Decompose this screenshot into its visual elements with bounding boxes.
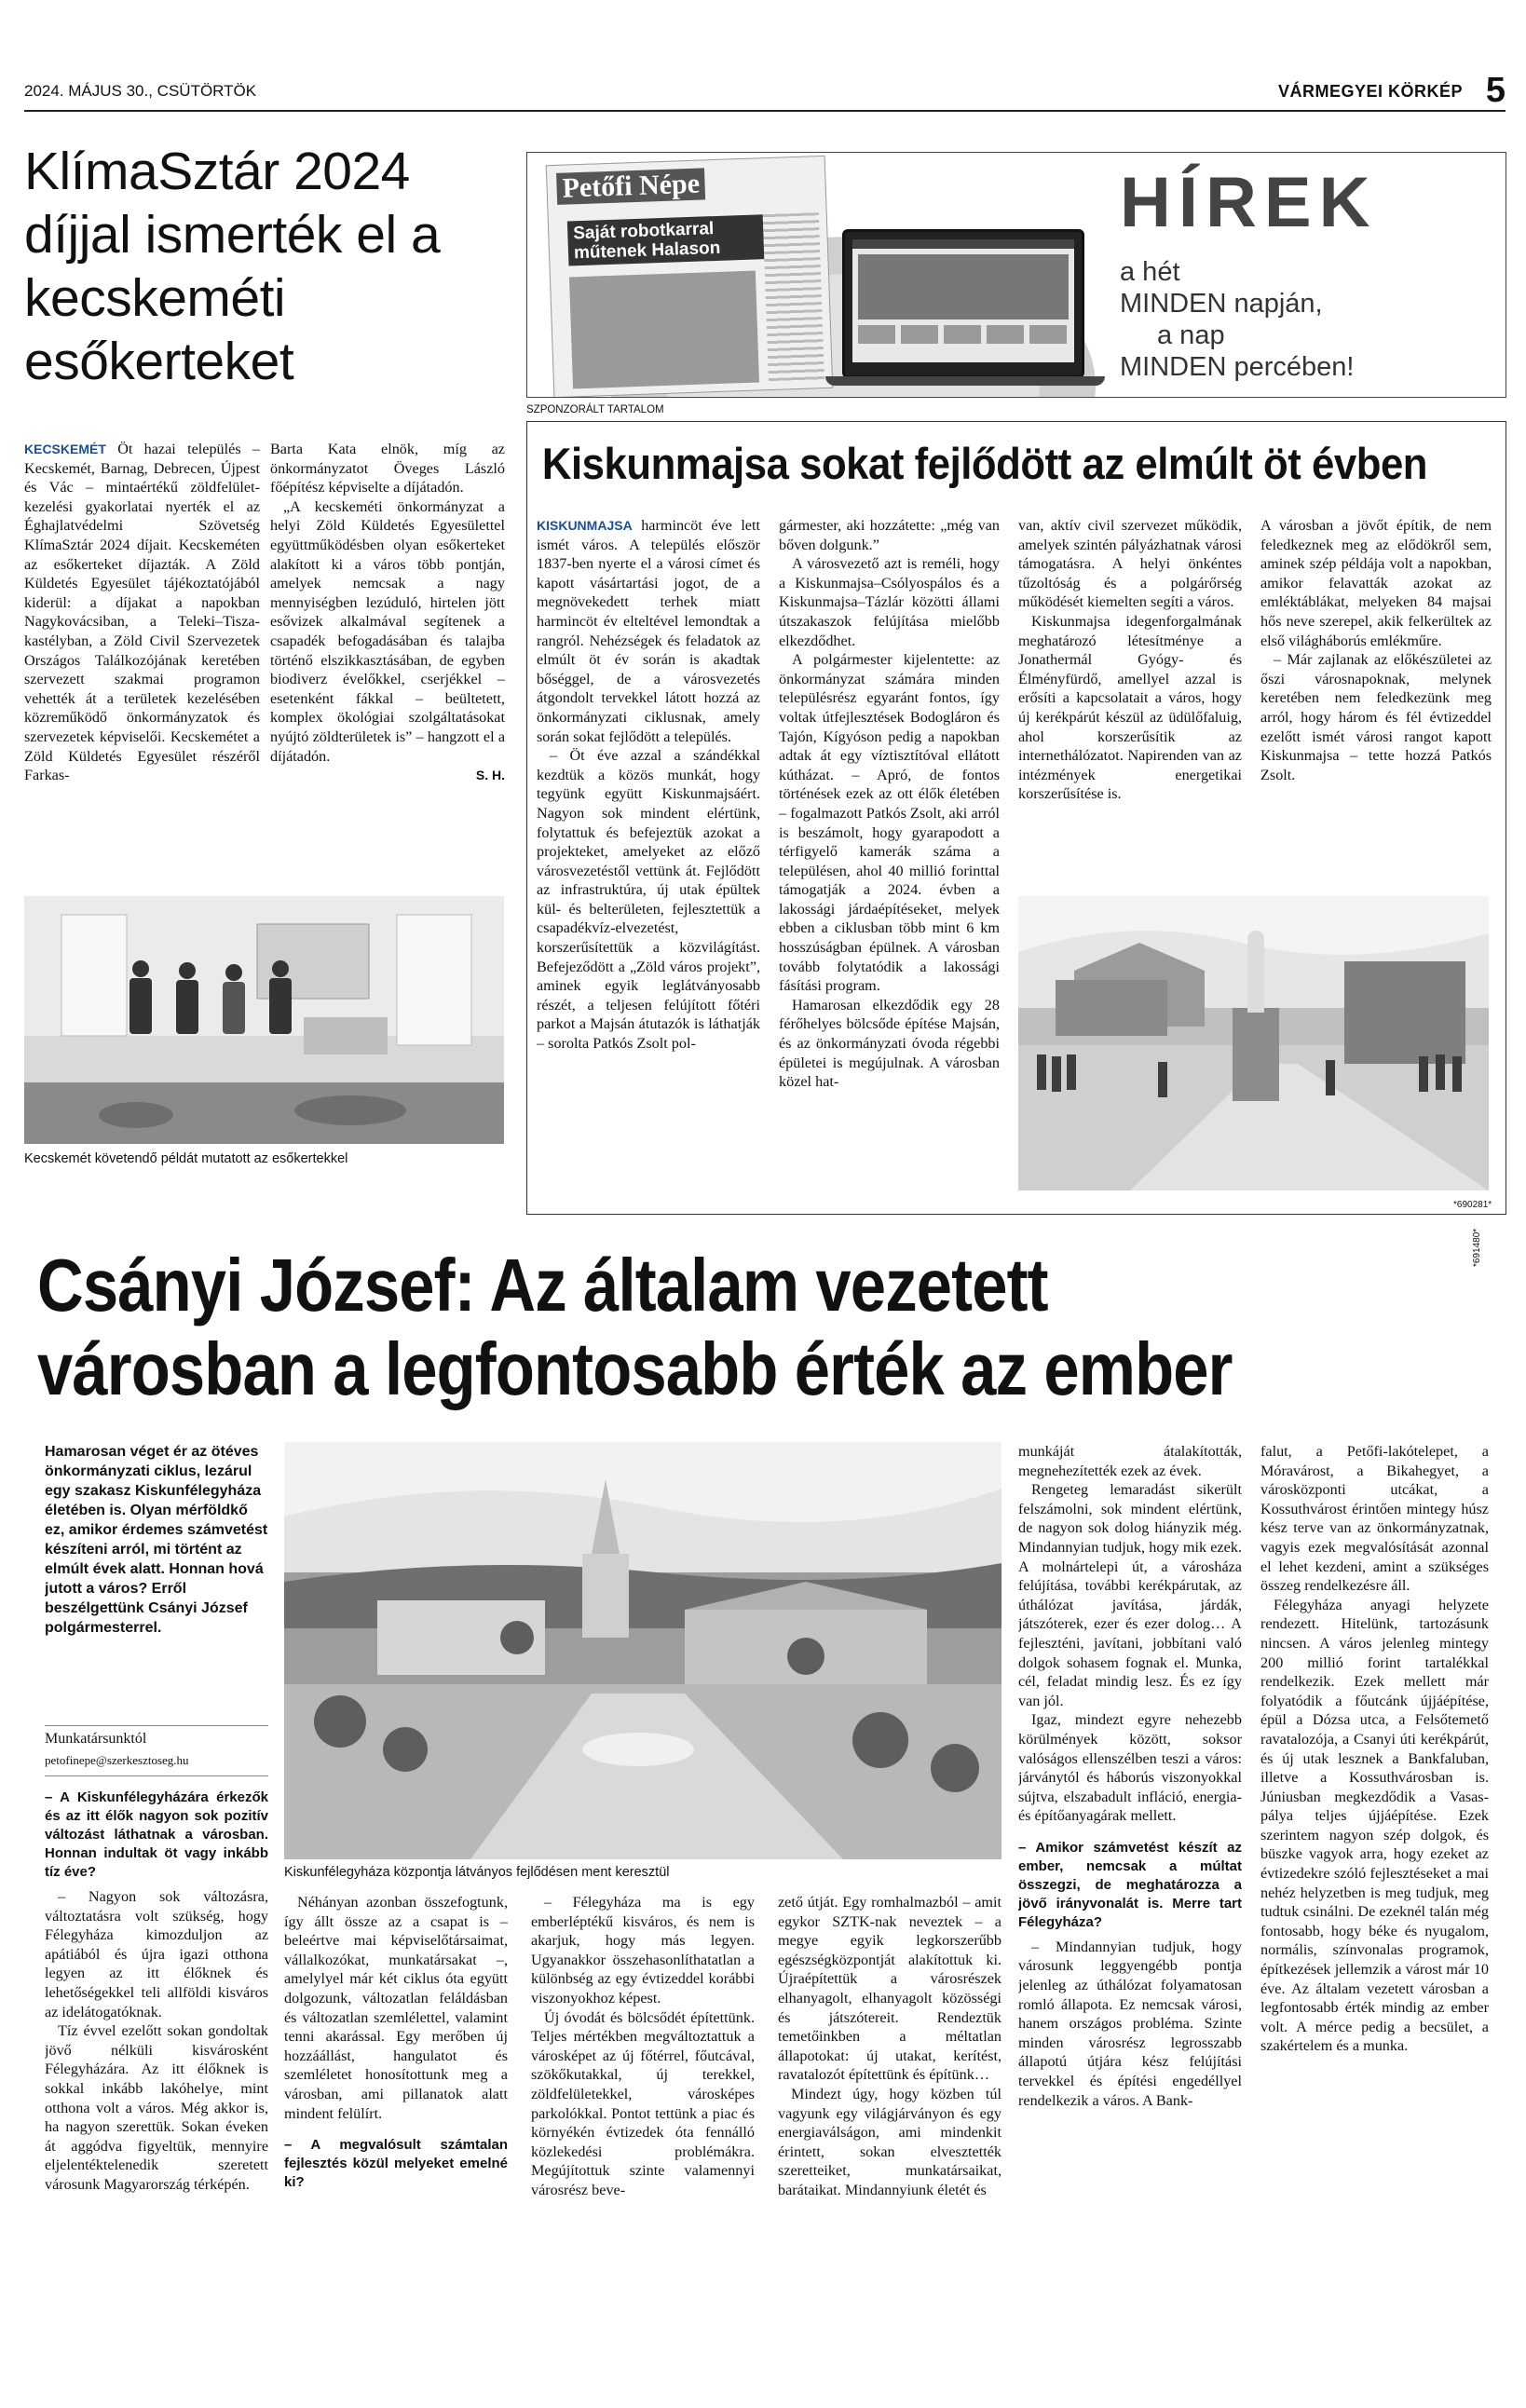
article1-photo-caption: Kecskemét követendő példát mutatott az esőkertekkel (24, 1151, 348, 1166)
ad-line2: MINDEN napján, (1120, 289, 1323, 319)
article3-c3-p1: – Félegyháza ma is egy emberléptékű kisváros, és nem is akarjuk, hogy más legyen. Ugyanakkor összehasonlíthatatlan a különbség az egy évtizeddel korábbi viszonyokhoz képest. (531, 1894, 755, 2007)
article3-photo-caption: Kiskunfélegyháza központja látványos fejlődésen ment keresztül (284, 1865, 670, 1880)
article2-col1 (537, 516, 760, 1205)
article3-author: Munkatársunktól (45, 1731, 147, 1747)
article3-col4 (778, 1893, 1001, 2340)
header-section: VÁRMEGYEI KÖRKÉP (1277, 82, 1463, 101)
article2-col2-p3: A polgármester kijelentette: az önkormányzat számára minden településrész egyaránt fontos, így voltak útfejlesztések Bodogláron és Tajón, Kígyóson pedig a napokban adtak át egy víztisztítóval ellátott kútházat. – Apró, de fontos történések ezek az ott élők életében – fogalmazott Patkós Zsolt, aki arról is beszámolt, hogy gyarapodott a térfigyelő kamerák száma a településen, ahol 40 millió forinttal támogatják a 2024. évben a lakossági járdaépítéseket, melyek ebben a ciklusban több mint 6 km hosszúságban épülnek. A városban tovább folytatódik a lakossági fásítási program. (779, 651, 1000, 995)
article3-c6-p1: falut, a Petőfi-lakótelepet, a Móravárost, a Bikahegyet, a városközponti utcákat, a Kossuthvárost érintően mintegy húsz kész terve van az önkormányzatnak, vagyis ezek megvalósítását azonnal el lehet kezdeni, amint a szükséges összeg rendelkezésre áll. (1260, 1443, 1489, 1595)
article3-email: petofinepe@szerkesztoseg.hu (45, 1753, 189, 1767)
article3-q2: – A megvalósult számtalan fejlesztés közül melyeket emelné ki? (284, 2137, 508, 2191)
newspaper-mockup (546, 156, 834, 398)
article3-c4-p2: Mindezt úgy, hogy közben túl vagyunk egy világjárványon és egy energiaválságon, ami mindenkit érintett, sokan elvesztették szeretteiket, munkatársaikat, barátaikat. Mindannyiunk életét és (778, 2085, 1001, 2198)
ad-line3: a nap (1157, 320, 1225, 350)
article3-c3-p2: Új óvodát és bölcsődét építettünk. Teljes mértékben megváltoztattuk a városképet az új főtérrel, főutcával, szökőkutakkal, új terekkel, zöldfelületekkel, városképes parkolókkal. Pontot tettünk a piac és környékén évtizedek óta fennálló közlekedési problémákra. Megújítottuk szinte valamennyi városrész beve- (531, 2008, 755, 2198)
article1-col2 (270, 440, 505, 868)
article3-c4-p1: zető útját. Egy romhalmazból – amit egykor SZTK-nak neveztek – a megye egyik legkorszerűbb egészségközpontját alakítottuk ki. Újraépítettük a városrészek elhanyagolt, elhanyagolt közösségi és játszótereit. Rendeztük temetőinkben a méltatlan állapotokat: új utakat, kerítést, ravatalozót építettünk és építünk… (778, 1894, 1001, 2084)
ad-headline: Saját robotkarral műtenek Halason (567, 214, 765, 265)
article2-col3 (1018, 516, 1242, 898)
article3-c5-p0: munkáját átalakították, megnehezítették ezek az évek. (1018, 1443, 1242, 1479)
article3-photo (284, 1442, 1001, 1859)
article2-photo (1018, 896, 1489, 1190)
article2-kicker: KISKUNMAJSA (537, 518, 633, 533)
article2-col4 (1260, 516, 1492, 898)
article2-col1-p2: – Öt éve azzal a szándékkal kezdtük a közös munkát, hogy tegyünk együtt Kiskunmajsáért. Nagyon sok mindent elértünk, folytattuk és befejeztük azokat a projekteket, amelyeket az előző városvezetéstől vettünk át. Fejlődött az infrastruktúra, új utak épültek kül- és belterületen, fejlesztettük a csapadékvíz-elvezetést, korszerűsítettük a közvilágítást. Befejeződött a „Zöld város projekt”, aminek egyik leglátványosabb részét, a teljesen felújított főtéri parkot a Majsán átutazók is láthatják – sorolta Patkós Zsolt pol- (537, 747, 760, 1053)
sponsored-label: SZPONZORÁLT TARTALOM (526, 404, 664, 415)
lead-rule (45, 1725, 268, 1726)
article1-col2-p2: „A kecskeméti önkormányzat a helyi Zöld Küldetés Egyesülettel együttműködésben olyan esőkerteket alakított ki a város több pontján, amelyek nemcsak a nagy mennyiségben lezúduló, hirtelen jött esővizek alkalmával segítenek a csapadék befogadásában és talajba történő elszikkasztásában, de egyben biodiverz évelőkkel, cserjékkel – esetenként fákkal – beültetett, komplex ökológiai szolgáltatásokat nyújtó zöldterületek is” – hangzott el a díjátadón. (270, 497, 505, 765)
article3-title-line1: Csányi József: Az általam vezetett (37, 1244, 1048, 1326)
article3-c2-p1: Néhányan azonban összefogtunk, így állt össze az a csapat is – beleértve mai képviselőtársaimat, vállalkozókat, munkatársakat –, amelylyel már két ciklus óta együtt dolgozunk, változatlan feláldásban és változatlan szemlélettel, valamint tenni akarással. Egy merőben új hozzáállást, hangulatot és szemléletet honosítottunk meg a városban, ami pillanatok alatt mindent felülírt. (284, 1894, 508, 2122)
header-date: 2024. MÁJUS 30., CSÜTÖRTÖK (24, 82, 257, 100)
article3-title (37, 1244, 1491, 1411)
article3-col5 (1018, 1442, 1242, 2342)
author-rule (45, 1775, 268, 1776)
article3-a1-p1: – Nagyon sok változásra, változtatásra volt szükség, hogy Félegyháza kimozduljon az apátiából és újra igazi otthona legyen az itt élőknek és lehetőségekkel teli allföldi kisváros az idelátogatóknak. (45, 1888, 268, 2020)
article3-c5-p2: Igaz, mindezt egyre nehezebb körülmények között, soksor valóságos ellenszélben teszi a város: járványtól és háborús viszonyokkal sújtva, elszabadult infláció, energia- és építőanyagárak mellett. (1018, 1711, 1242, 1825)
article1-title: KlímaSztár 2024 díjjal ismerték el a kecskeméti esőkerteket (24, 142, 441, 391)
article3-col2 (284, 1893, 508, 2340)
article1-col2-p1: Barta Kata elnök, míg az önkormányzatot Öveges László főépítész képviselte a díjátadón. (270, 441, 505, 497)
article1-col1 (24, 440, 260, 868)
article2-col2-p2: A városvezető azt is reméli, hogy a Kiskunmajsa–Csólyospálos és a Kiskunmajsa–Tázlár közötti állami útszakaszok felújítása mielőbb elkezdődhet. (779, 555, 1000, 649)
article3-a1-p2: Tíz évvel ezelőtt sokan gondoltak jövő nélküli kisvárosként Félegyházára. Az itt élőknek is sokkal inkább lakóhelye, mint otthona volt a város. Még akkor is, ha nagyon szerettük. Sokan éveken át aggódva figyeltük, mennyire eljelentéktelenedik szeretett városunk Magyarország térképén. (45, 2022, 268, 2193)
ad-brand: Petőfi Népe (556, 168, 706, 205)
article1-photo (24, 896, 504, 1144)
ad-word: HÍREK (1120, 163, 1378, 242)
article3-title-line2: városban a legfontosabb érték az ember (37, 1327, 1233, 1410)
article3-q3: – Amikor számvetést készít az ember, nemcsak a múltat összegzi, de meghatározza a jövő irányvonalát is. Merre tart Félegyháza? (1018, 1839, 1242, 1930)
article2-col4-p1: A városban a jövőt építik, de nem feledkeznek meg az elődökről sem, aminek szép példája volt a napokban, amikor felavatták azokat az emléktáblákat, melyeken 84 majsai hős neve szerepel, akik felkerültek az első világháborús emlékműre. (1260, 517, 1492, 649)
article1-kicker: KECSKEMÉT (24, 442, 106, 456)
article2-col4-p2: – Már zajlanak az előkészületei az őszi városnapoknak, melynek keretében nem feledkezünk meg arról, hogy három és fél évtizeddel ezelőtt ismét városi rangot kapott Kiskunmajsa – tette hozzá Patkós Zsolt. (1260, 651, 1492, 783)
article3-side-code: *691480* (1472, 1228, 1482, 1267)
article1-col1-text: Öt hazai település – Kecskemét, Barnag, Debrecen, Újpest és Vác – mintaértékű zöldfelület-kezelési gyakorlatai nyerték el az Éghajlatvédelmi Szövetség KlímaSztár 2024 díjait. Kecskeméten az esőkerteket díjazták. A Zöld Küldetés Egyesület tájékoztatójából kiderül: a díjakat a napokban Nagykovácsiban, a Teleki–Tisza-kastélyban, a Zöld Civil Szervezetek Országos Találkozójának keretében szervezett szakmai programon vehették át a területek kezelésében közreműködő önkormányzatok és szervezetek képviselői. Kecskemétet a Zöld Küldetés Egyesület részéről Farkas- (24, 441, 260, 784)
article1-signature: S. H. (475, 768, 505, 783)
article3-col6 (1260, 1442, 1489, 2342)
article2-title: Kiskunmajsa sokat fejlődött az elmúlt öt évben (541, 439, 1428, 488)
ad-box (526, 152, 1506, 398)
article2-col3-p1: van, aktív civil szervezet működik, amelyek szintén pályázhatnak városi támogatásra. A helyi önkéntes tűzoltóság és a polgárőrség működését kiemelten segíti a város. (1018, 517, 1242, 611)
article3-q1: – A Kiskunfélegyházára érkezők és az itt élők nagyon sok pozitív változást láthatnak a városban. Honnan indultak öt vagy inkább tíz éve? (45, 1789, 268, 1880)
article2-col2-p4: Hamarosan elkezdődik egy 28 férőhelyes bölcsőde építése Majsán, és az önkormányzati óvoda régebbi épületei is megújulnak. A városban közel hat- (779, 996, 1000, 1091)
header-rule (24, 110, 1506, 112)
article3-lead: Hamarosan véget ér az ötéves önkormányzati ciklus, lezárul egy szakasz Kiskunfélegyháza életében is. Olyan mérföldkő ez, amikor érdemes számvetést készíteni arról, mi történt az elmúlt évek alatt. Honnan hová jutott a város? Erről beszélgettünk Csányi József polgármesterrel. (45, 1444, 268, 1636)
article3-col1 (45, 1783, 268, 2342)
page-number: 5 (1485, 71, 1506, 110)
article2-col1-text: harmincöt éve lett ismét város. A település először 1837-ben nyerte el a városi címet és kapott vásártartási jogot, de a megnövekedett terhek miatt harmincöt év elteltével lemondtak a rangról. Nehézségek és feladatok az elmúlt öt év során is akadtak bőséggel, de a városvezetés átgondolt tervekkel látott hozzá az önkormányzati ciklusnak, amely során sokat fejlődött a település. (537, 517, 760, 745)
laptop-mockup (842, 229, 1084, 378)
laptop-base (825, 376, 1105, 386)
article3-c6-p2: Félegyháza anyagi helyzete rendezett. Hitelünk, tartozásunk nincsen. A város jelenleg mintegy 200 millió forint tartalékkal rendelkezik. Ezek mellett már folyatódik a főutcánk újjáépítése, épül a Dózsa utca, a Felsőtemető ravatalozója, a Csanyi úti kerékpárút, és új utak lesznek a Bankfaluban, illetve a Kossuthvárosban is. Júniusban megkezdődik a Vasas-pálya teljes újjáépítése. Ezek szerintem nagyon szép dolgok, és büszke vagyok arra, hogy ezeket az évtizedekre szóló fejlesztéseket a mai nehéz helyzetben is meg tudjuk, meg tudtuk csinálni. De ezeknél talán még fontosabb, hogy béke és nyugalom, normális, színvonalas programok, építkezések jellemzik a várost már 10 éve. Az általam vezetett városban a legfontosabb érték mindig az ember volt. A mérce pedig a becsület, a szakértelem és a munka. (1260, 1596, 1489, 2055)
article3-col3 (531, 1893, 755, 2340)
ad-line4: MINDEN percében! (1120, 352, 1355, 382)
article2-col2-p1: gármester, aki hozzátette: „még van bőven dolgunk.” (779, 517, 1000, 553)
page-header (24, 71, 1506, 114)
article2-col2 (779, 516, 1000, 1205)
article3-c5-p1: Rengeteg lemaradást sikerült felszámolni, sok mindent elértünk, de nagyon sok dolog hiányzik még. Mindannyian tudjuk, hogy mik ezek. A molnártelepi út, a városháza felújítása, további kerékpárutak, az úthálózat javítása, járdák, játszóterek, ezer és ezer dolog… A fejleszténi, javítani, jobbítani való dolgok sohasem fognak el. Munka, cél, feladat mindig lesz. És ez így van jól. (1018, 1481, 1242, 1709)
article3-c5-p3: – Mindannyian tudjuk, hogy városunk leggyengébb pontja jelenleg az úthálózat folyamatosan romló állapota. Ez nemcsak városi, hanem országos probléma. Szinte minden városrész legrosszabb állapotú útjára kész felújítási tervekkel és építési engedéllyel rendelkezik a város. A Bank- (1018, 1938, 1242, 2109)
article2-col3-p2: Kiskunmajsa idegenforgalmának meghatározó létesítménye a Jonathermál Gyógy- és Élményfürdő, amellyel azzal is erősíti a kapcsolatait a város, hogy új kerékpárút készül az üdülőfaluig, ahol korszerűsítik az internethálózatot. Napirenden van az intézmények energetikai korszerűsítése is. (1018, 612, 1242, 803)
article2-ad-code: *690281* (1453, 1200, 1492, 1210)
ad-line1: a hét (1120, 257, 1180, 287)
